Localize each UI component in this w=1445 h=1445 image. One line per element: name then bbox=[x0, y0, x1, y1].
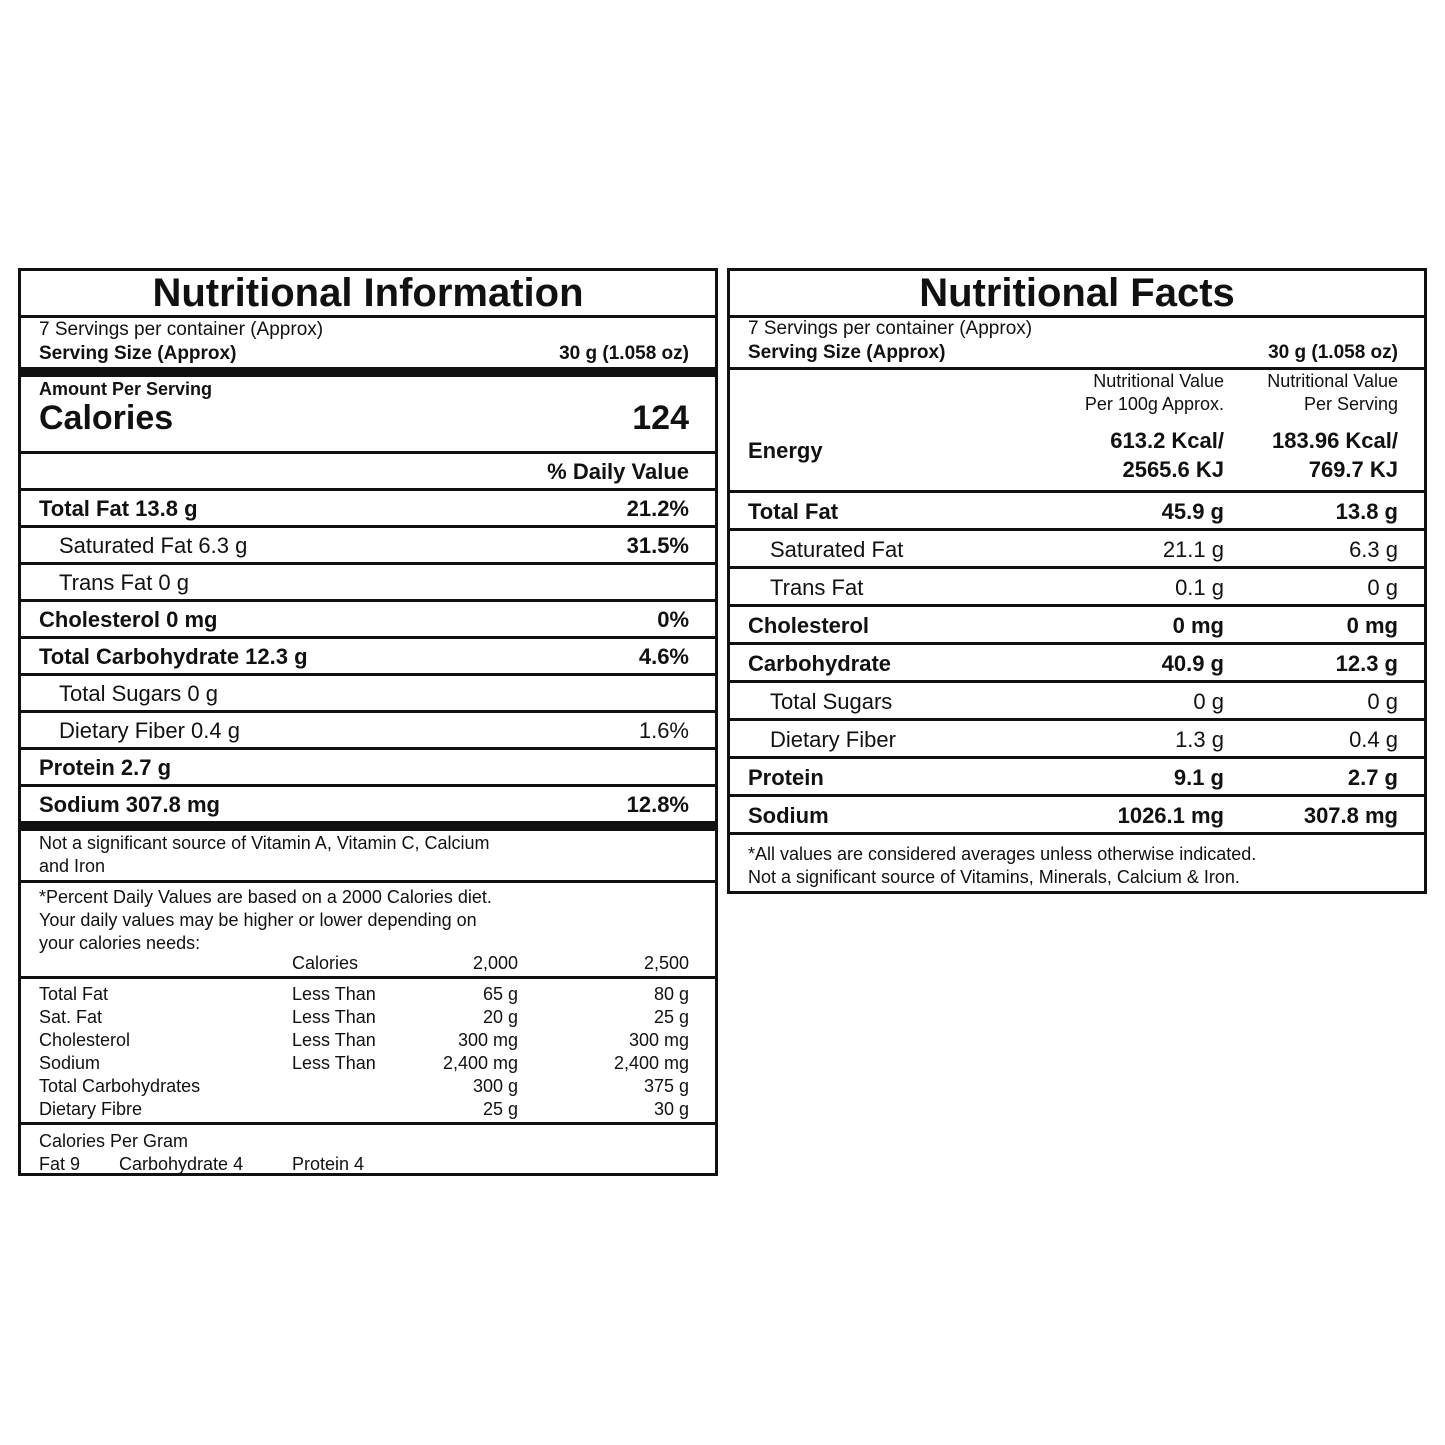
nutrient-per-100g: 0 g bbox=[1193, 689, 1224, 714]
dv-table-row bbox=[21, 984, 715, 1007]
dv-table-row bbox=[21, 1053, 715, 1076]
daily-value-note bbox=[21, 883, 715, 979]
dv-qualifier: Less Than bbox=[292, 984, 376, 1004]
nutrient-label: Total Fat bbox=[748, 499, 839, 524]
serving-info bbox=[21, 318, 715, 377]
energy-100g-kcal: 613.2 Kcal/ bbox=[1110, 428, 1224, 453]
nutrient-per-100g: 0 mg bbox=[1172, 613, 1224, 638]
dv-qualifier: Less Than bbox=[292, 1007, 376, 1027]
cpg-fat: Fat 9 bbox=[39, 1154, 81, 1174]
energy-per-100g bbox=[1110, 426, 1224, 484]
dv-table-row bbox=[21, 1076, 715, 1099]
nutrient-per-serving: 0 g bbox=[1367, 689, 1398, 714]
nutrient-label: Dietary Fiber 0.4 g bbox=[59, 718, 240, 743]
nutrient-row bbox=[21, 787, 715, 831]
nutrient-label: Trans Fat bbox=[770, 575, 864, 600]
nutrient-label: Cholesterol 0 mg bbox=[39, 607, 218, 632]
daily-value-table bbox=[21, 979, 715, 1125]
nutrient-per-serving: 2.7 g bbox=[1347, 765, 1398, 790]
nutrient-row bbox=[730, 607, 1424, 645]
nutrient-row bbox=[730, 493, 1424, 531]
nutrient-label: Sodium 307.8 mg bbox=[39, 792, 220, 817]
nutrient-per-100g: 1.3 g bbox=[1175, 727, 1224, 752]
nutrient-row bbox=[21, 491, 715, 528]
nutrient-row bbox=[21, 676, 715, 713]
energy-serving-kcal: 183.96 Kcal/ bbox=[1272, 428, 1398, 453]
nutrient-dv: 12.8% bbox=[626, 792, 689, 817]
energy-100g-kj: 2565.6 KJ bbox=[1122, 457, 1224, 482]
dv-table-row bbox=[21, 1030, 715, 1053]
dv-2000: 300 g bbox=[472, 1076, 518, 1096]
nutrient-dv: 0% bbox=[657, 607, 689, 632]
dv-note-line3: your calories needs: bbox=[39, 933, 201, 953]
nutrient-row bbox=[21, 750, 715, 787]
panel-title: Nutritional Facts bbox=[730, 271, 1424, 318]
dv-2500: 300 mg bbox=[628, 1030, 689, 1050]
nutrient-per-serving: 13.8 g bbox=[1335, 499, 1398, 524]
serving-info bbox=[730, 318, 1424, 370]
nutrient-label: Total Carbohydrate 12.3 g bbox=[39, 644, 308, 669]
cpg-carbohydrate: Carbohydrate 4 bbox=[119, 1154, 244, 1174]
dv-2000: 300 mg bbox=[457, 1030, 518, 1050]
nutrient-per-100g: 1026.1 mg bbox=[1117, 803, 1224, 828]
calories-value: 124 bbox=[632, 399, 689, 437]
nutrient-label: Carbohydrate bbox=[748, 651, 892, 676]
nutrient-per-100g: 0.1 g bbox=[1175, 575, 1224, 600]
nutrient-per-100g: 40.9 g bbox=[1161, 651, 1224, 676]
nutrient-dv: 4.6% bbox=[638, 644, 689, 669]
nutrient-label: Total Fat 13.8 g bbox=[39, 496, 198, 521]
dv-table-row bbox=[21, 1007, 715, 1030]
nutrient-row bbox=[730, 531, 1424, 569]
nutrient-row bbox=[21, 713, 715, 750]
dv-2000: 65 g bbox=[482, 984, 518, 1004]
dv-nutrient: Total Carbohydrates bbox=[39, 1076, 201, 1096]
nutrient-label: Total Sugars bbox=[770, 689, 893, 714]
col1-header bbox=[1085, 370, 1224, 416]
col1-header-line2: Per 100g Approx. bbox=[1084, 394, 1224, 414]
vitamin-note bbox=[21, 831, 715, 883]
nutrient-label: Cholesterol bbox=[748, 613, 870, 638]
nutrient-row bbox=[730, 759, 1424, 797]
dv-note-line1: *Percent Daily Values are based on a 2000 Calories diet. bbox=[39, 887, 492, 907]
nutrient-per-100g: 21.1 g bbox=[1162, 537, 1224, 562]
vitamin-note-line1: Not a significant source of Vitamin A, Vitamin C, Calcium bbox=[39, 833, 490, 853]
nutrient-dv: 31.5% bbox=[626, 533, 689, 558]
dv-2500: 30 g bbox=[653, 1099, 689, 1119]
dv-qualifier: Less Than bbox=[292, 1030, 376, 1050]
footnote-line1: *All values are considered averages unless otherwise indicated. bbox=[748, 844, 1257, 864]
nutrient-per-serving: 0 g bbox=[1367, 575, 1398, 600]
cpg-title: Calories Per Gram bbox=[39, 1131, 189, 1151]
nutrient-row bbox=[730, 683, 1424, 721]
nutrient-row bbox=[730, 569, 1424, 607]
daily-value-header: % Daily Value bbox=[547, 459, 689, 484]
calories-label: Calories bbox=[39, 399, 174, 437]
amount-per-serving: Amount Per Serving bbox=[39, 379, 213, 399]
nutrient-row bbox=[730, 645, 1424, 683]
nutrient-row bbox=[730, 797, 1424, 835]
nutrient-row bbox=[21, 639, 715, 676]
servings-per-container: 7 Servings per container (Approx) bbox=[748, 318, 1033, 339]
nutrient-label: Total Sugars 0 g bbox=[59, 681, 218, 706]
nutrient-label: Sodium bbox=[748, 803, 829, 828]
nutrient-label: Protein bbox=[748, 765, 824, 790]
col2-header-line1: Nutritional Value bbox=[1267, 371, 1398, 391]
nutritional-information-panel bbox=[18, 268, 718, 1176]
dv-table-row bbox=[21, 1099, 715, 1122]
dv-qualifier: Less Than bbox=[292, 1053, 376, 1073]
dv-2500: 25 g bbox=[653, 1007, 689, 1027]
col2-header bbox=[1267, 370, 1398, 416]
dv-2500: 80 g bbox=[653, 984, 689, 1004]
dv-nutrient: Total Fat bbox=[39, 984, 109, 1004]
nutrient-label: Saturated Fat bbox=[770, 537, 904, 562]
serving-size-label: Serving Size (Approx) bbox=[39, 343, 237, 364]
dv-2500: 375 g bbox=[643, 1076, 689, 1096]
dv-nutrient: Dietary Fibre bbox=[39, 1099, 143, 1119]
nutrient-per-serving: 0 mg bbox=[1346, 613, 1398, 638]
servings-per-container: 7 Servings per container (Approx) bbox=[39, 319, 324, 340]
dv-header-calories: Calories bbox=[292, 953, 359, 973]
nutrient-per-100g: 45.9 g bbox=[1161, 499, 1224, 524]
col2-header-line2: Per Serving bbox=[1303, 394, 1398, 414]
nutrient-row bbox=[21, 528, 715, 565]
serving-size-value: 30 g (1.058 oz) bbox=[559, 343, 689, 364]
calories-per-gram bbox=[21, 1125, 715, 1180]
dv-nutrient: Cholesterol bbox=[39, 1030, 131, 1050]
dv-2500: 2,400 mg bbox=[613, 1053, 689, 1073]
dv-nutrient: Sat. Fat bbox=[39, 1007, 103, 1027]
serving-size-label: Serving Size (Approx) bbox=[748, 342, 946, 363]
dv-2000: 20 g bbox=[482, 1007, 518, 1027]
energy-label: Energy bbox=[748, 438, 823, 463]
energy-serving-kj: 769.7 KJ bbox=[1308, 457, 1398, 482]
footnote bbox=[730, 835, 1424, 895]
cpg-protein: Protein 4 bbox=[292, 1154, 365, 1174]
nutrient-row bbox=[730, 721, 1424, 759]
nutrient-label: Saturated Fat 6.3 g bbox=[59, 533, 248, 558]
nutrient-per-serving: 6.3 g bbox=[1349, 537, 1398, 562]
vitamin-note-line2: and Iron bbox=[39, 856, 106, 876]
dv-nutrient: Sodium bbox=[39, 1053, 101, 1073]
nutrient-per-serving: 307.8 mg bbox=[1303, 803, 1398, 828]
nutrient-per-serving: 0.4 g bbox=[1349, 727, 1398, 752]
calories-section bbox=[21, 377, 715, 454]
dv-2000: 25 g bbox=[482, 1099, 518, 1119]
dv-header-2000: 2,000 bbox=[472, 953, 518, 973]
nutrient-per-100g: 9.1 g bbox=[1173, 765, 1224, 790]
nutrient-per-serving: 12.3 g bbox=[1335, 651, 1398, 676]
energy-section bbox=[730, 370, 1424, 493]
daily-value-header-row bbox=[21, 454, 715, 491]
energy-per-serving bbox=[1272, 426, 1398, 484]
nutrient-dv: 21.2% bbox=[626, 496, 689, 521]
nutrient-label: Trans Fat 0 g bbox=[59, 570, 190, 595]
nutrient-dv: 1.6% bbox=[638, 718, 689, 743]
panel-title: Nutritional Information bbox=[21, 271, 715, 318]
nutrient-row bbox=[21, 602, 715, 639]
dv-2000: 2,400 mg bbox=[442, 1053, 518, 1073]
col1-header-line1: Nutritional Value bbox=[1093, 371, 1224, 391]
nutrient-row bbox=[21, 565, 715, 602]
nutritional-facts-panel bbox=[727, 268, 1427, 894]
footnote-line2: Not a significant source of Vitamins, Minerals, Calcium & Iron. bbox=[748, 867, 1240, 887]
nutrient-label: Protein 2.7 g bbox=[39, 755, 172, 780]
nutrient-label: Dietary Fiber bbox=[770, 727, 896, 752]
dv-header-2500: 2,500 bbox=[643, 953, 689, 973]
serving-size-value: 30 g (1.058 oz) bbox=[1268, 342, 1398, 363]
dv-note-line2: Your daily values may be higher or lower depending on bbox=[39, 910, 477, 930]
